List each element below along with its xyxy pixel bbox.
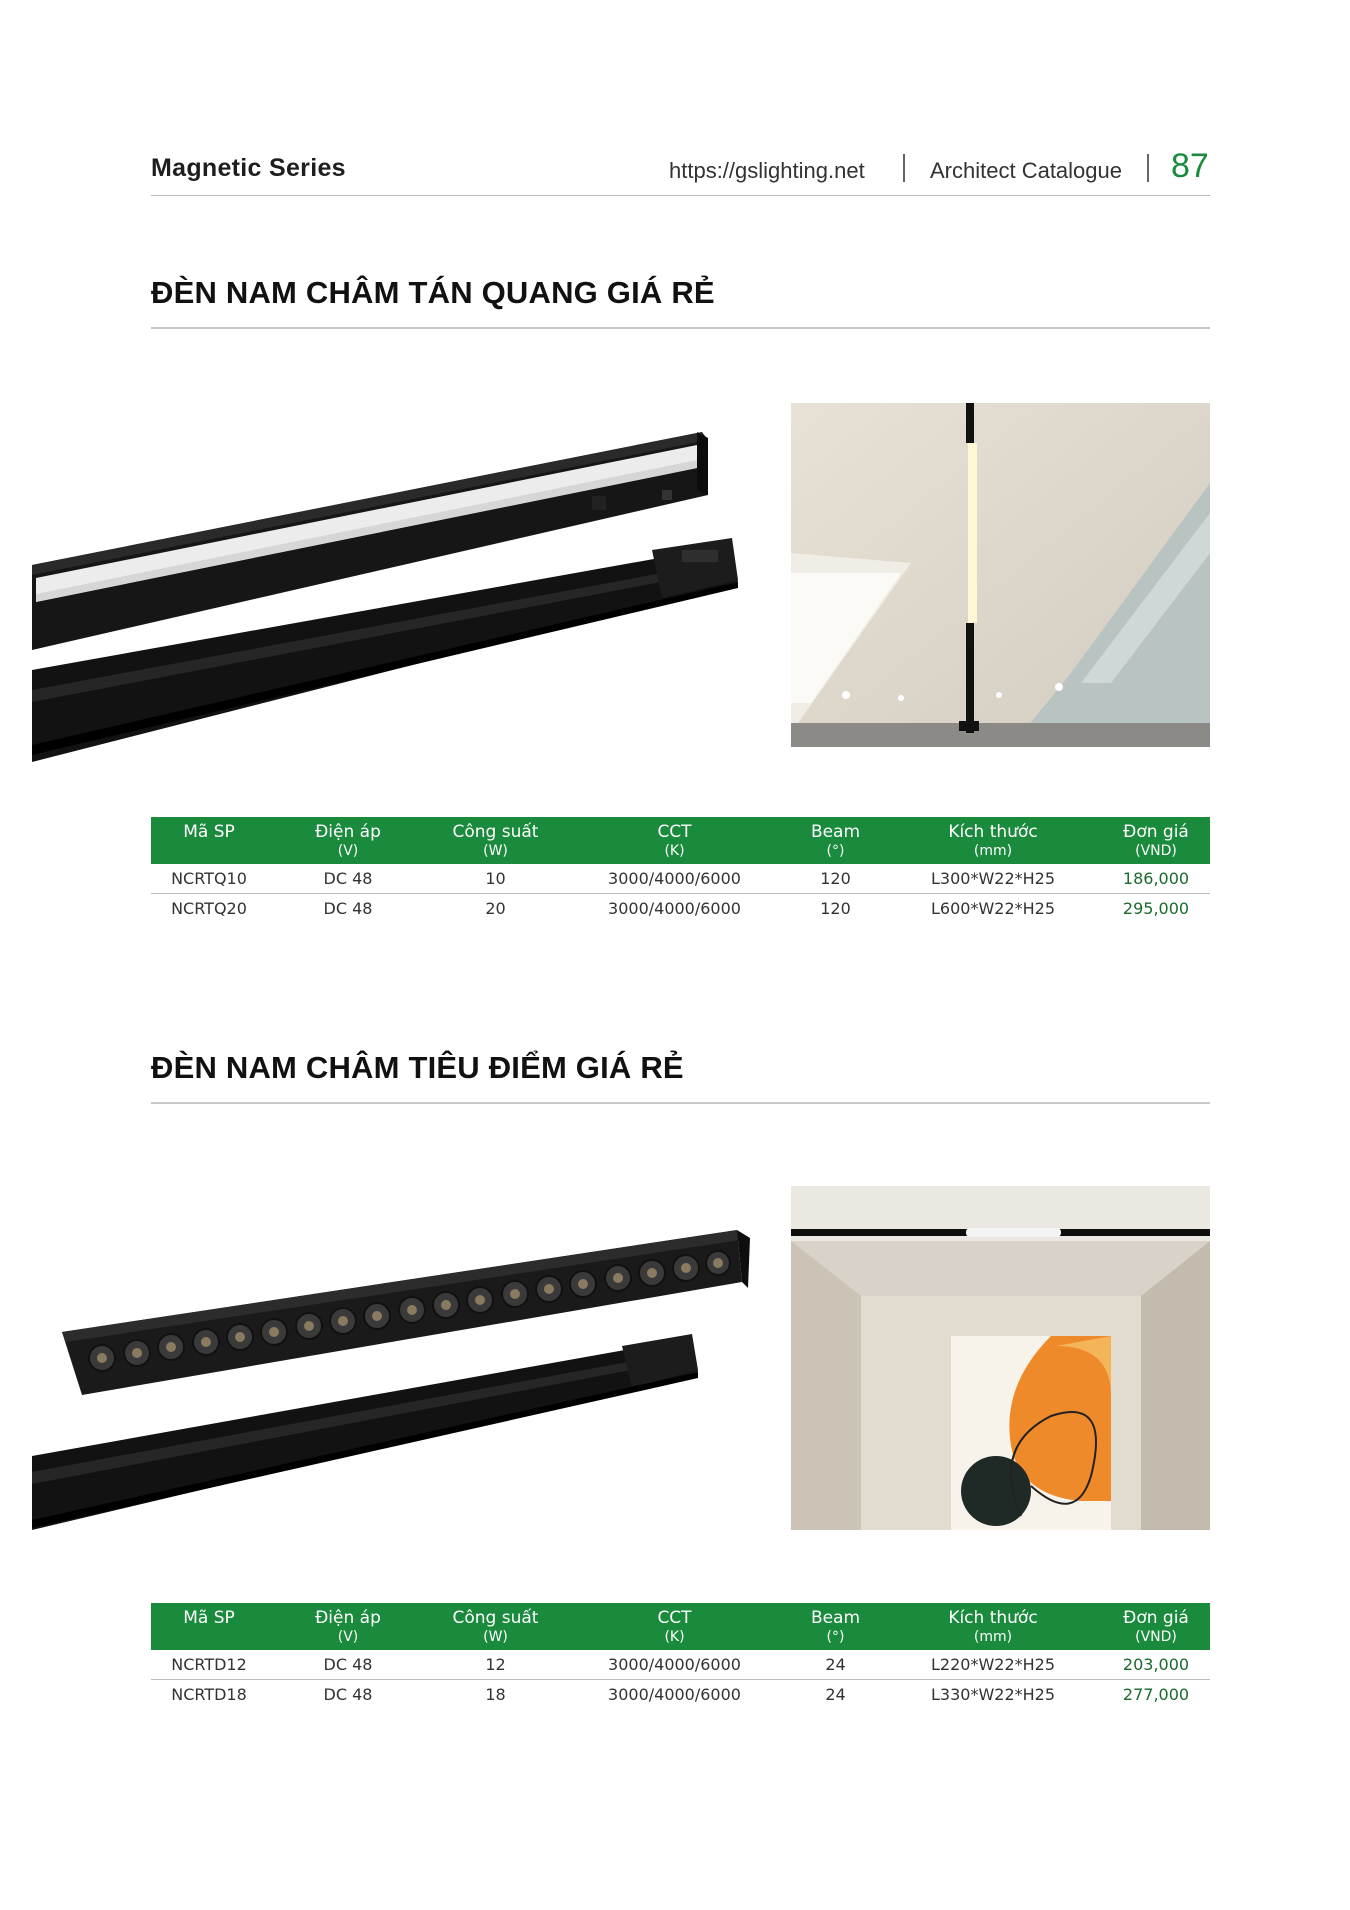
beam: 24 bbox=[787, 1650, 884, 1680]
table-row bbox=[151, 1680, 1210, 1710]
beam: 24 bbox=[825, 1685, 846, 1704]
page-header bbox=[151, 147, 1210, 196]
cct: 3000/4000/6000 bbox=[608, 1685, 741, 1704]
column-header: Công suất (W) bbox=[429, 817, 562, 864]
power: 20 bbox=[485, 899, 506, 918]
section-divider bbox=[151, 1102, 1210, 1104]
power: 10 bbox=[429, 864, 562, 894]
spec-table-2 bbox=[151, 1603, 1210, 1709]
column-header: Beam (°) bbox=[787, 1603, 884, 1650]
catalog-name: Architect Catalogue bbox=[930, 158, 1122, 183]
table-header-row bbox=[151, 817, 1210, 864]
power: 12 bbox=[429, 1650, 562, 1680]
column-header: Đơn giá (VND) bbox=[1102, 817, 1210, 864]
column-header: Kích thước (mm) bbox=[884, 817, 1102, 864]
dimensions: L220*W22*H25 bbox=[884, 1650, 1102, 1680]
product-code: NCRTD18 bbox=[171, 1685, 247, 1704]
voltage: DC 48 bbox=[267, 1650, 429, 1680]
voltage: DC 48 bbox=[323, 1685, 373, 1704]
column-header: Mã SP bbox=[151, 1603, 267, 1650]
dimensions: L300*W22*H25 bbox=[884, 864, 1102, 894]
column-header: Mã SP bbox=[151, 817, 267, 864]
column-header: CCT (K) bbox=[562, 817, 787, 864]
section-title: ĐÈN NAM CHÂM TÁN QUANG GIÁ RẺ bbox=[151, 275, 715, 310]
price: 277,000 bbox=[1122, 1685, 1190, 1704]
price: 186,000 bbox=[1102, 864, 1210, 894]
table-row bbox=[151, 864, 1210, 894]
series-title: Magnetic Series bbox=[151, 154, 346, 182]
column-header: Kích thước (mm) bbox=[884, 1603, 1102, 1650]
product-code: NCRTD12 bbox=[151, 1650, 267, 1680]
table-header-row bbox=[151, 1603, 1210, 1650]
product-code: NCRTQ20 bbox=[171, 899, 247, 918]
section-divider bbox=[151, 327, 1210, 329]
linear-light-product-image bbox=[32, 350, 752, 770]
column-header: Beam (°) bbox=[787, 817, 884, 864]
column-header: CCT (K) bbox=[562, 1603, 787, 1650]
header-divider bbox=[903, 154, 905, 182]
ceiling-installation-photo bbox=[791, 403, 1210, 747]
column-header: Đơn giá (VND) bbox=[1102, 1603, 1210, 1650]
wall-art-installation-photo bbox=[791, 1186, 1210, 1530]
cct: 3000/4000/6000 bbox=[562, 864, 787, 894]
column-header: Điện áp (V) bbox=[267, 1603, 429, 1650]
power: 18 bbox=[485, 1685, 506, 1704]
beam: 120 bbox=[820, 899, 851, 918]
page-number: 87 bbox=[1171, 147, 1209, 185]
price: 203,000 bbox=[1102, 1650, 1210, 1680]
cct: 3000/4000/6000 bbox=[562, 1650, 787, 1680]
spec-table-1 bbox=[151, 817, 1210, 923]
voltage: DC 48 bbox=[323, 899, 373, 918]
header-divider bbox=[1147, 154, 1149, 182]
price: 295,000 bbox=[1122, 899, 1190, 918]
beam: 120 bbox=[787, 864, 884, 894]
spotlight-product-image bbox=[32, 1110, 752, 1530]
dimensions: L330*W22*H25 bbox=[930, 1685, 1056, 1704]
table-row bbox=[151, 894, 1210, 924]
column-header: Điện áp (V) bbox=[267, 817, 429, 864]
dimensions: L600*W22*H25 bbox=[930, 899, 1056, 918]
section-title: ĐÈN NAM CHÂM TIÊU ĐIỂM GIÁ RẺ bbox=[151, 1050, 684, 1085]
voltage: DC 48 bbox=[267, 864, 429, 894]
product-code: NCRTQ10 bbox=[151, 864, 267, 894]
table-row bbox=[151, 1650, 1210, 1680]
cct: 3000/4000/6000 bbox=[608, 899, 741, 918]
column-header: Công suất (W) bbox=[429, 1603, 562, 1650]
website-link[interactable]: https://gslighting.net bbox=[669, 158, 865, 183]
